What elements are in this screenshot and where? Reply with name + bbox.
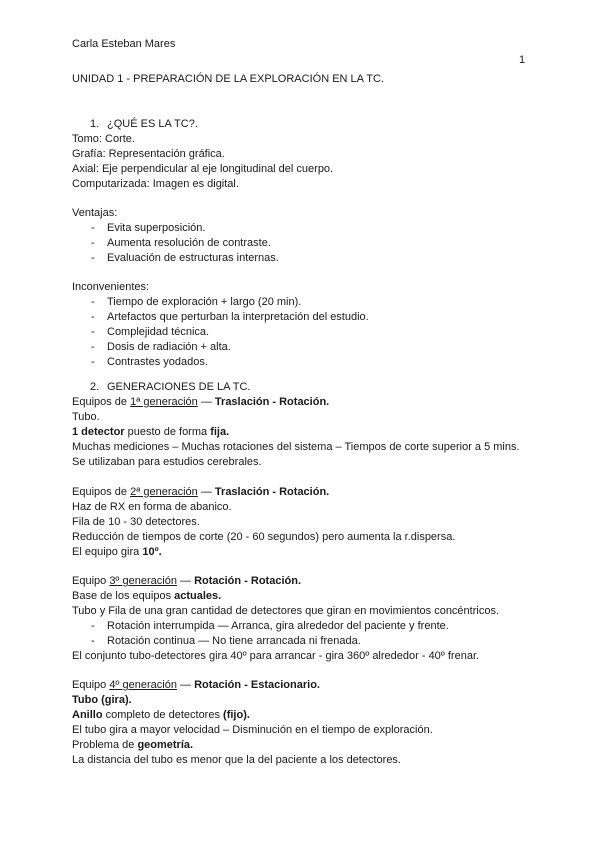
bullet-dash: - xyxy=(91,222,95,234)
definition-line: Grafía: Representación gráfica. xyxy=(72,148,225,160)
gen1-line: Se utilizaban para estudios cerebrales. xyxy=(72,456,262,468)
list-item-text: Dosis de radiación + alta. xyxy=(107,341,231,353)
gen2-line: Haz de RX en forma de abanico. xyxy=(72,501,232,513)
bullet-dash: - xyxy=(91,635,95,647)
gen4-geometry-text: Problema de xyxy=(72,739,138,751)
gen2-label: 2ª generación xyxy=(130,486,198,498)
gen4-line: El tubo gira a mayor velocidad – Disminución en el tiempo de exploración. xyxy=(72,724,433,736)
section-1-title: ¿QUÉ ES LA TC?. xyxy=(107,118,198,130)
list-item-text: Rotación continua — No tiene arrancada ni frenada. xyxy=(107,635,361,647)
gen2-rotation-bold: 10º. xyxy=(142,546,162,558)
page-number: 1 xyxy=(519,54,526,66)
gen4-separator: — xyxy=(176,679,195,691)
ventajas-label: Ventajas: xyxy=(72,207,118,219)
bullet-dash: - xyxy=(91,620,95,632)
gen1-line: Tubo. xyxy=(72,411,100,423)
author-name: Carla Esteban Mares xyxy=(72,38,176,50)
gen4-ring-bold: Anillo xyxy=(72,709,103,721)
bullet-dash: - xyxy=(91,356,95,368)
definition-line: Axial: Eje perpendicular al eje longitudinal del cuerpo. xyxy=(72,163,334,175)
gen2-rotation-line xyxy=(72,545,162,560)
gen4-tube-bold: Tubo (gira). xyxy=(72,694,132,706)
gen2-prefix: Equipos de xyxy=(72,486,131,498)
definition-line: Tomo: Corte. xyxy=(72,133,135,145)
gen2-separator: — xyxy=(197,486,215,498)
section-2-number: 2. xyxy=(90,381,100,393)
gen4-heading xyxy=(72,678,320,693)
bullet-dash: - xyxy=(91,237,95,249)
gen3-prefix: Equipo xyxy=(72,575,110,587)
list-item-text: Evaluación de estructuras internas. xyxy=(107,252,279,264)
gen4-ring-line xyxy=(72,708,250,723)
section-1-number: 1. xyxy=(90,118,100,130)
list-item-text: Aumenta resolución de contraste. xyxy=(107,237,271,249)
gen1-heading xyxy=(72,395,329,410)
gen2-line: Reducción de tiempos de corte (20 - 60 segundos) pero aumenta la r.dispersa. xyxy=(72,531,456,543)
gen3-heading xyxy=(72,574,301,589)
gen4-type: Rotación - Estacionario. xyxy=(194,679,320,691)
gen3-type: Rotación - Rotación. xyxy=(194,575,302,587)
gen1-line: Muchas mediciones – Muchas rotaciones del sistema – Tiempos de corte superior a 5 mins. xyxy=(72,441,520,453)
gen4-tube-line xyxy=(72,693,132,708)
gen3-base-text: Base de los equipos xyxy=(72,590,175,602)
inconvenientes-label: Inconvenientes: xyxy=(72,281,150,293)
list-item-text: Tiempo de exploración + largo (20 min). xyxy=(107,296,302,308)
gen1-separator: — xyxy=(197,396,215,408)
list-item-text: Evita superposición. xyxy=(107,222,206,234)
gen4-geometry-line xyxy=(72,738,193,753)
bullet-dash: - xyxy=(91,296,95,308)
gen4-ring-text: completo de detectores xyxy=(102,709,224,721)
gen1-type: Traslación - Rotación. xyxy=(214,396,330,408)
bullet-dash: - xyxy=(91,326,95,338)
list-item-text: Complejidad técnica. xyxy=(107,326,210,338)
gen4-ring-bold2: (fijo). xyxy=(223,709,250,721)
gen2-type: Traslación - Rotación. xyxy=(214,486,330,498)
gen3-base-bold: actuales. xyxy=(174,590,222,602)
gen1-label: 1ª generación xyxy=(130,396,198,408)
gen1-prefix: Equipos de xyxy=(72,396,131,408)
gen1-detector-line xyxy=(72,425,229,440)
gen4-prefix: Equipo xyxy=(72,679,110,691)
gen1-detector-bold: 1 detector xyxy=(72,426,125,438)
list-item-text: Rotación interrumpida — Arranca, gira alrededor del paciente y frente. xyxy=(107,620,449,632)
bullet-dash: - xyxy=(91,311,95,323)
gen4-label: 4º generación xyxy=(109,679,177,691)
bullet-dash: - xyxy=(91,341,95,353)
gen2-line: Fila de 10 - 30 detectores. xyxy=(72,516,200,528)
gen3-separator: — xyxy=(176,575,195,587)
gen1-detector-text: puesto de forma xyxy=(124,426,211,438)
gen3-base-line xyxy=(72,589,221,604)
gen2-heading xyxy=(72,485,329,500)
gen1-detector-bold2: fija. xyxy=(210,426,230,438)
section-2-title: GENERACIONES DE LA TC. xyxy=(107,381,251,393)
gen2-rotation-text: El equipo gira xyxy=(72,546,143,558)
bullet-dash: - xyxy=(91,252,95,264)
definition-line: Computarizada: Imagen es digital. xyxy=(72,178,239,190)
list-item-text: Artefactos que perturban la interpretación del estudio. xyxy=(107,311,369,323)
gen3-line: Tubo y Fila de una gran cantidad de detectores que giran en movimientos concéntricos. xyxy=(72,605,500,617)
unit-title: UNIDAD 1 - PREPARACIÓN DE LA EXPLORACIÓN EN LA TC. xyxy=(72,73,384,85)
gen4-geometry-bold: geometría. xyxy=(137,739,194,751)
list-item-text: Contrastes yodados. xyxy=(107,356,208,368)
gen3-line: El conjunto tubo-detectores gira 40º para arrancar - gira 360º alrededor - 40º frenar. xyxy=(72,650,480,662)
gen4-line: La distancia del tubo es menor que la del paciente a los detectores. xyxy=(72,754,401,766)
gen3-label: 3º generación xyxy=(109,575,177,587)
